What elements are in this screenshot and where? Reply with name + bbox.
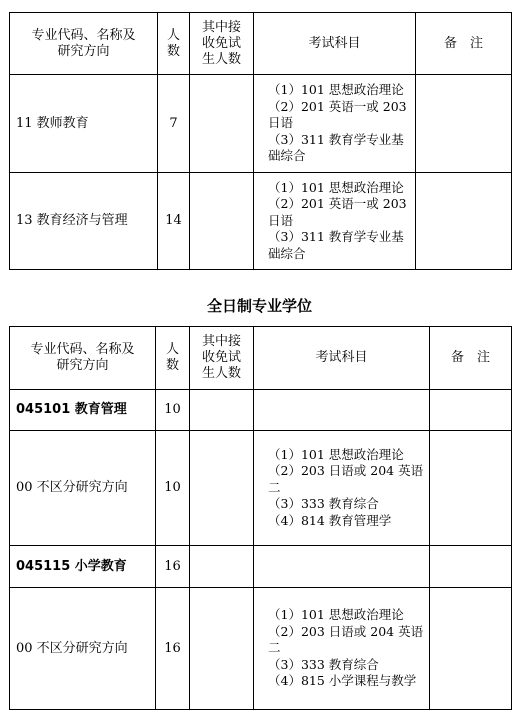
- exempt-count: [190, 431, 254, 546]
- exempt-count: [190, 173, 254, 270]
- notes-cell: [430, 390, 512, 431]
- notes-cell: [430, 431, 512, 546]
- header-exempt: 其中接 收免试 生人数: [190, 327, 254, 390]
- notes-cell: [430, 588, 512, 710]
- header-count: 人 数: [156, 327, 190, 390]
- header-row: [10, 327, 512, 390]
- exam-subjects: （1）101 思想政治理论 （2）201 英语一或 203 日语 （3）311 教育学专业基 础综合: [254, 75, 416, 173]
- table-row: [10, 390, 512, 431]
- enrollment-count: 10: [156, 431, 190, 546]
- section-title: 全日制专业学位: [206, 297, 312, 315]
- major-name: 00 不区分研究方向: [10, 588, 156, 710]
- header-subjects: 考试科目: [254, 327, 430, 390]
- notes-cell: [430, 546, 512, 588]
- exam-subjects: （1）101 思想政治理论 （2）203 日语或 204 英语 二 （3）333 教育综合 （4）815 小学课程与教学: [254, 588, 430, 710]
- notes-cell: [416, 173, 512, 270]
- major-name: 045115 小学教育: [10, 546, 156, 588]
- enrollment-count: 14: [158, 173, 190, 270]
- header-major: 专业代码、名称及 研究方向: [10, 13, 158, 75]
- exam-subjects: [254, 390, 430, 431]
- enrollment-count: 10: [156, 390, 190, 431]
- header-notes: 备 注: [430, 327, 512, 390]
- header-row: [10, 13, 512, 75]
- exam-subjects: [254, 546, 430, 588]
- enrollment-count: 16: [156, 588, 190, 710]
- enrollment-count: 7: [158, 75, 190, 173]
- notes-cell: [416, 75, 512, 173]
- table-row: [10, 546, 512, 588]
- table-row: [10, 588, 512, 710]
- admissions-table-2: [9, 326, 512, 710]
- table-row: [10, 75, 512, 173]
- header-count: 人 数: [158, 13, 190, 75]
- exempt-count: [190, 546, 254, 588]
- exam-subjects: （1）101 思想政治理论 （2）201 英语一或 203 日语 （3）311 教育学专业基 础综合: [254, 173, 416, 270]
- header-notes: 备 注: [416, 13, 512, 75]
- table-row: [10, 173, 512, 270]
- header-subjects: 考试科目: [254, 13, 416, 75]
- header-exempt: 其中接 收免试 生人数: [190, 13, 254, 75]
- header-major: 专业代码、名称及 研究方向: [10, 327, 156, 390]
- enrollment-count: 16: [156, 546, 190, 588]
- major-name: 00 不区分研究方向: [10, 431, 156, 546]
- table-row: [10, 431, 512, 546]
- exempt-count: [190, 390, 254, 431]
- exempt-count: [190, 75, 254, 173]
- exempt-count: [190, 588, 254, 710]
- exam-subjects: （1）101 思想政治理论 （2）203 日语或 204 英语 二 （3）333 教育综合 （4）814 教育管理学: [254, 431, 430, 546]
- admissions-table-1: [9, 12, 512, 270]
- major-name: 13 教育经济与管理: [10, 173, 158, 270]
- major-name: 045101 教育管理: [10, 390, 156, 431]
- major-name: 11 教师教育: [10, 75, 158, 173]
